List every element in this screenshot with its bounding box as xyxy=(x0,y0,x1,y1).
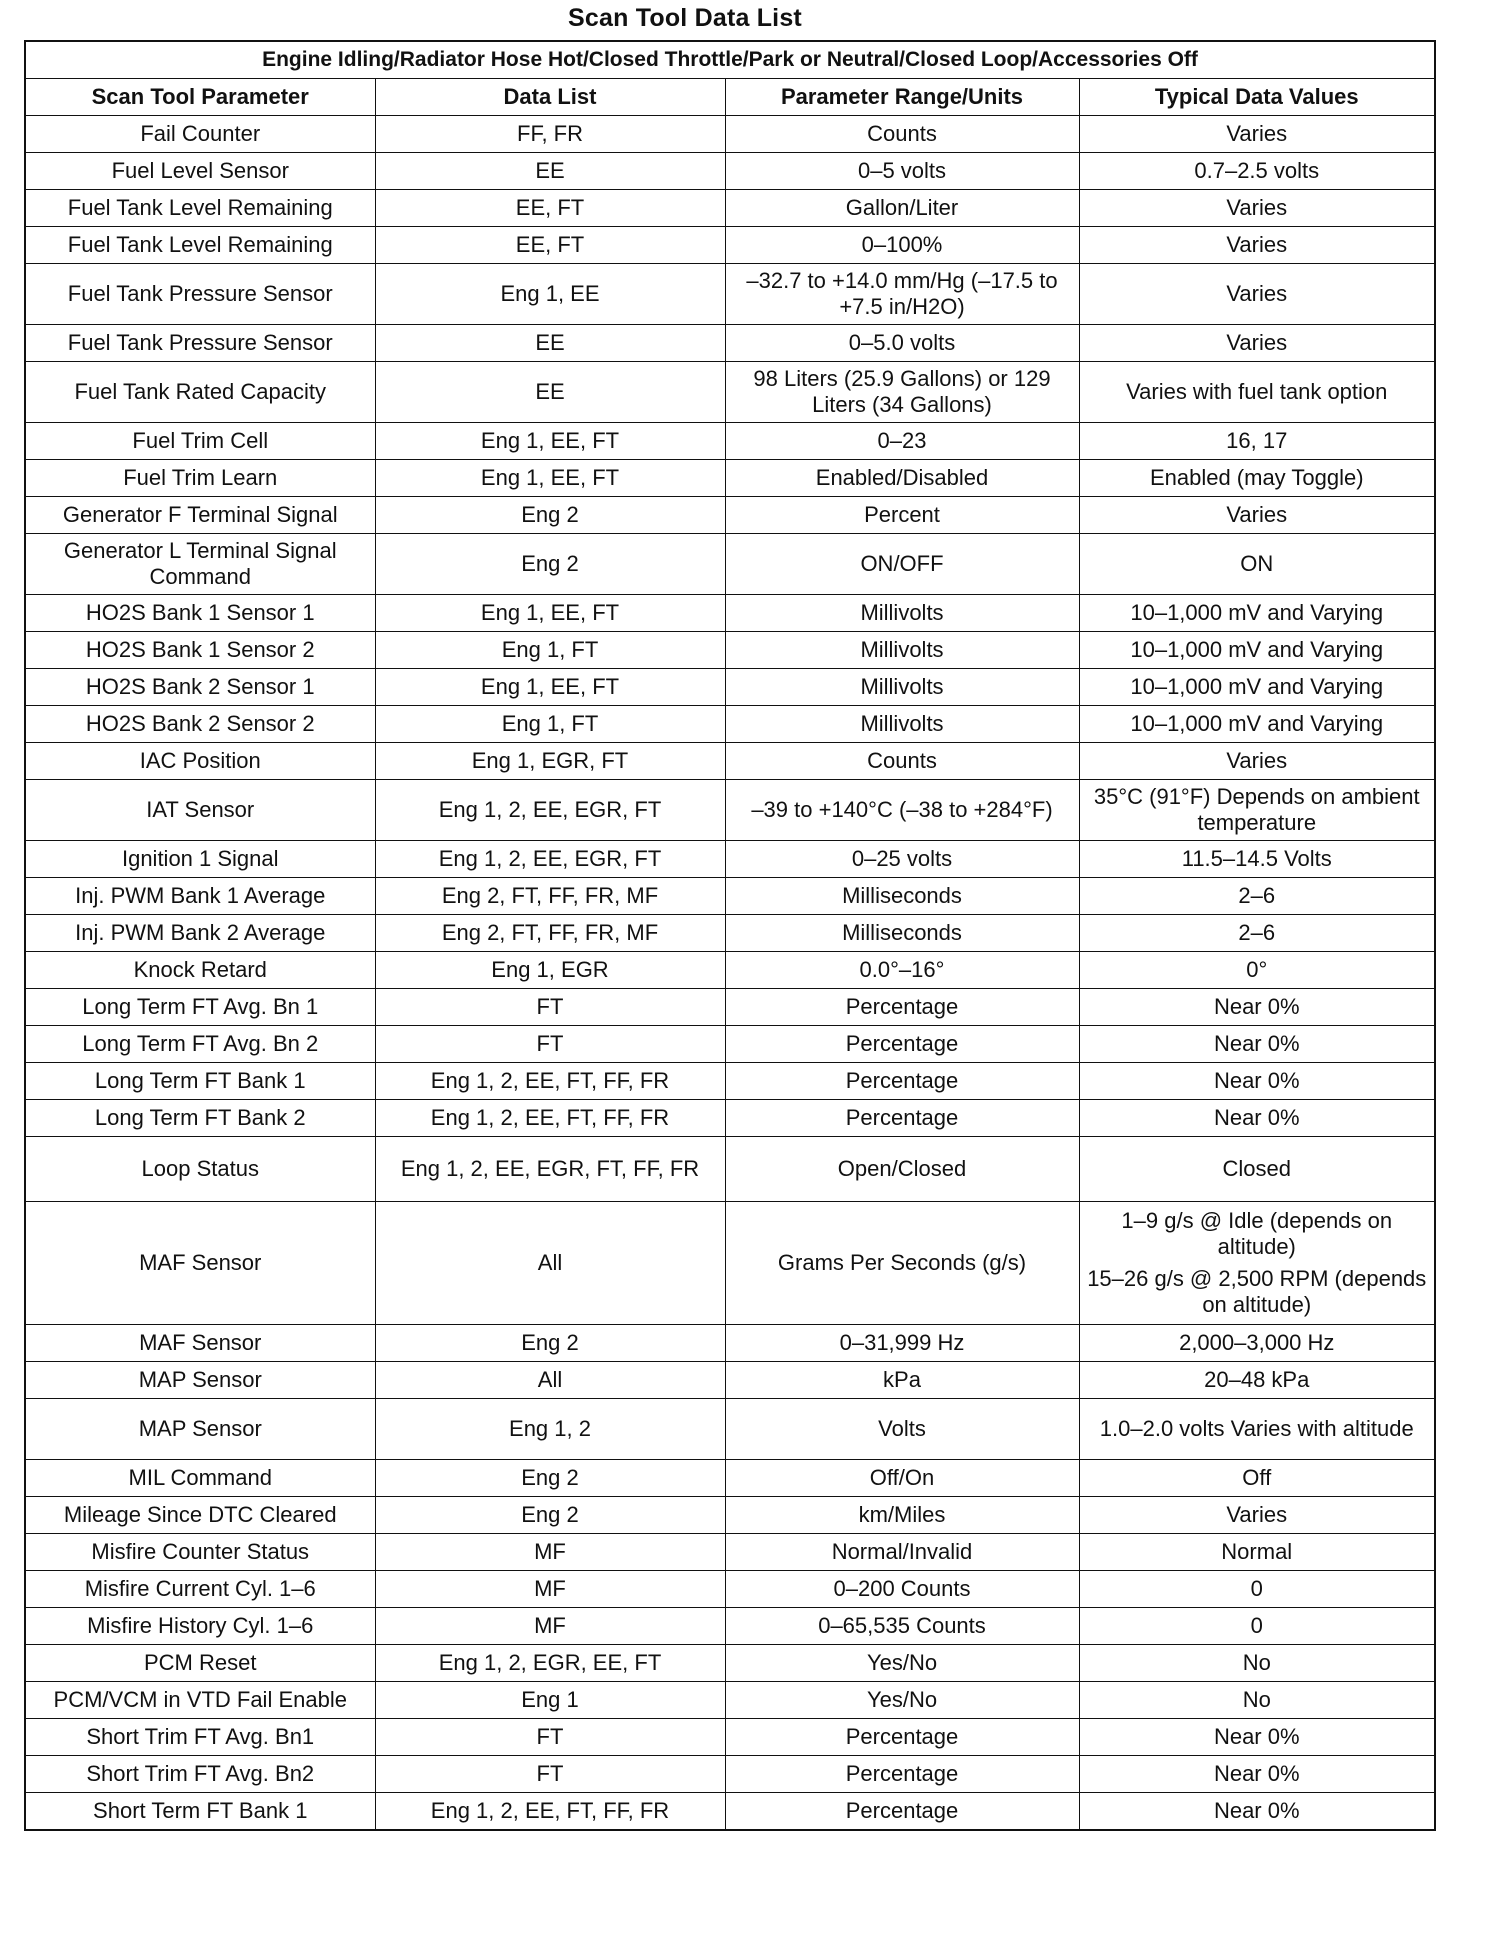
table-row xyxy=(25,116,1435,153)
range-cell: kPa xyxy=(725,1362,1079,1399)
table-row xyxy=(25,1100,1435,1137)
parameter-cell: HO2S Bank 1 Sensor 2 xyxy=(25,632,375,669)
typical-value-cell: 0.7–2.5 volts xyxy=(1079,153,1435,190)
table-row xyxy=(25,1534,1435,1571)
range-cell: 0–5 volts xyxy=(725,153,1079,190)
data-list-cell: FT xyxy=(375,1719,725,1756)
table-row xyxy=(25,1497,1435,1534)
table-row xyxy=(25,423,1435,460)
typical-value-cell: Near 0% xyxy=(1079,989,1435,1026)
typical-value-cell: Near 0% xyxy=(1079,1793,1435,1831)
typical-value-cell: Near 0% xyxy=(1079,1719,1435,1756)
table-row xyxy=(25,534,1435,595)
condition-row xyxy=(25,41,1435,79)
typical-value-cell: 0° xyxy=(1079,952,1435,989)
range-cell: –32.7 to +14.0 mm/Hg (–17.5 to +7.5 in/H2O) xyxy=(725,264,1079,325)
range-cell: Percentage xyxy=(725,1719,1079,1756)
data-list-cell: FT xyxy=(375,1026,725,1063)
typical-value-cell: Varies xyxy=(1079,116,1435,153)
parameter-cell: HO2S Bank 2 Sensor 1 xyxy=(25,669,375,706)
range-cell: Millivolts xyxy=(725,632,1079,669)
data-list-cell: Eng 1, 2, EGR, EE, FT xyxy=(375,1645,725,1682)
table-row xyxy=(25,1608,1435,1645)
parameter-cell: Misfire History Cyl. 1–6 xyxy=(25,1608,375,1645)
table-row xyxy=(25,1793,1435,1831)
table-row xyxy=(25,1571,1435,1608)
table-row xyxy=(25,669,1435,706)
range-cell: 0–5.0 volts xyxy=(725,325,1079,362)
table-row xyxy=(25,1202,1435,1325)
parameter-cell: Fuel Tank Level Remaining xyxy=(25,190,375,227)
table-row xyxy=(25,227,1435,264)
range-cell: Grams Per Seconds (g/s) xyxy=(725,1202,1079,1325)
range-cell: Enabled/Disabled xyxy=(725,460,1079,497)
range-cell: 0–25 volts xyxy=(725,841,1079,878)
data-list-cell: Eng 1, EE, FT xyxy=(375,460,725,497)
parameter-cell: Fuel Tank Pressure Sensor xyxy=(25,264,375,325)
range-cell: Millivolts xyxy=(725,669,1079,706)
typical-value-cell: 10–1,000 mV and Varying xyxy=(1079,632,1435,669)
data-list-cell: Eng 1 xyxy=(375,1682,725,1719)
range-cell: Percentage xyxy=(725,1756,1079,1793)
typical-value-cell: Varies xyxy=(1079,1497,1435,1534)
parameter-cell: Long Term FT Bank 2 xyxy=(25,1100,375,1137)
parameter-cell: Inj. PWM Bank 1 Average xyxy=(25,878,375,915)
typical-value-cell: 16, 17 xyxy=(1079,423,1435,460)
parameter-cell: Misfire Counter Status xyxy=(25,1534,375,1571)
typical-value-cell: 10–1,000 mV and Varying xyxy=(1079,669,1435,706)
table-row xyxy=(25,1362,1435,1399)
typical-value-cell: Varies xyxy=(1079,325,1435,362)
table-row xyxy=(25,1399,1435,1460)
table-row xyxy=(25,1137,1435,1202)
parameter-cell: MAF Sensor xyxy=(25,1325,375,1362)
parameter-cell: Fail Counter xyxy=(25,116,375,153)
data-list-cell: Eng 1, 2, EE, FT, FF, FR xyxy=(375,1063,725,1100)
typical-value-cell: Near 0% xyxy=(1079,1100,1435,1137)
parameter-cell: Long Term FT Avg. Bn 2 xyxy=(25,1026,375,1063)
typical-value-cell: 20–48 kPa xyxy=(1079,1362,1435,1399)
typical-value-cell: 0 xyxy=(1079,1608,1435,1645)
range-cell: ON/OFF xyxy=(725,534,1079,595)
range-cell: Gallon/Liter xyxy=(725,190,1079,227)
range-cell: 0–100% xyxy=(725,227,1079,264)
data-list-cell: Eng 1, EGR, FT xyxy=(375,743,725,780)
table-row xyxy=(25,1063,1435,1100)
range-cell: –39 to +140°C (–38 to +284°F) xyxy=(725,780,1079,841)
table-row xyxy=(25,1645,1435,1682)
header-typical-values: Typical Data Values xyxy=(1079,79,1435,116)
range-cell: Counts xyxy=(725,116,1079,153)
data-list-cell: Eng 2 xyxy=(375,534,725,595)
data-list-cell: Eng 2 xyxy=(375,1325,725,1362)
header-scan-tool-parameter: Scan Tool Parameter xyxy=(25,79,375,116)
parameter-cell: Long Term FT Bank 1 xyxy=(25,1063,375,1100)
data-list-cell: FF, FR xyxy=(375,116,725,153)
typical-value-cell: 2–6 xyxy=(1079,915,1435,952)
data-list-cell: EE xyxy=(375,325,725,362)
data-list-cell: Eng 1, 2, EE, EGR, FT xyxy=(375,780,725,841)
data-list-cell: EE, FT xyxy=(375,190,725,227)
data-list-cell: Eng 1, EE xyxy=(375,264,725,325)
data-list-cell: Eng 2 xyxy=(375,1460,725,1497)
typical-value-cell: 10–1,000 mV and Varying xyxy=(1079,706,1435,743)
typical-value-cell: Closed xyxy=(1079,1137,1435,1202)
typical-value-cell: Near 0% xyxy=(1079,1026,1435,1063)
parameter-cell: MAP Sensor xyxy=(25,1362,375,1399)
parameter-cell: Short Trim FT Avg. Bn1 xyxy=(25,1719,375,1756)
table-row xyxy=(25,878,1435,915)
data-list-cell: Eng 1, EE, FT xyxy=(375,669,725,706)
table-row xyxy=(25,952,1435,989)
table-row xyxy=(25,632,1435,669)
range-cell: Percent xyxy=(725,497,1079,534)
data-list-cell: Eng 2, FT, FF, FR, MF xyxy=(375,878,725,915)
data-list-cell: EE, FT xyxy=(375,227,725,264)
data-list-cell: Eng 1, EE, FT xyxy=(375,595,725,632)
typical-value-cell: Near 0% xyxy=(1079,1756,1435,1793)
data-list-cell: Eng 1, EGR xyxy=(375,952,725,989)
parameter-cell: Inj. PWM Bank 2 Average xyxy=(25,915,375,952)
table-row xyxy=(25,989,1435,1026)
data-list-cell: Eng 2 xyxy=(375,1497,725,1534)
range-cell: 0–23 xyxy=(725,423,1079,460)
page-title: Scan Tool Data List xyxy=(568,4,802,32)
table-row xyxy=(25,325,1435,362)
parameter-cell: Mileage Since DTC Cleared xyxy=(25,1497,375,1534)
typical-value-cell: 0 xyxy=(1079,1571,1435,1608)
parameter-cell: Ignition 1 Signal xyxy=(25,841,375,878)
range-cell: Millivolts xyxy=(725,706,1079,743)
data-list-cell: Eng 1, 2, EE, FT, FF, FR xyxy=(375,1100,725,1137)
data-list-cell: EE xyxy=(375,362,725,423)
parameter-cell: MAP Sensor xyxy=(25,1399,375,1460)
range-cell: Yes/No xyxy=(725,1645,1079,1682)
data-list-cell: Eng 1, 2, EE, EGR, FT, FF, FR xyxy=(375,1137,725,1202)
table-row xyxy=(25,1719,1435,1756)
parameter-cell: Generator F Terminal Signal xyxy=(25,497,375,534)
data-list-cell: EE xyxy=(375,153,725,190)
range-cell: Milliseconds xyxy=(725,915,1079,952)
range-cell: 0–200 Counts xyxy=(725,1571,1079,1608)
table-row xyxy=(25,915,1435,952)
typical-value-cell: 1.0–2.0 volts Varies with altitude xyxy=(1079,1399,1435,1460)
parameter-cell: MIL Command xyxy=(25,1460,375,1497)
typical-value-cell: ON xyxy=(1079,534,1435,595)
table-row xyxy=(25,264,1435,325)
table-row xyxy=(25,460,1435,497)
range-cell: Percentage xyxy=(725,1026,1079,1063)
data-list-cell: Eng 1, FT xyxy=(375,632,725,669)
typical-value-cell: 10–1,000 mV and Varying xyxy=(1079,595,1435,632)
parameter-cell: MAF Sensor xyxy=(25,1202,375,1325)
typical-value-line: 15–26 g/s @ 2,500 RPM (depends on altitude) xyxy=(1087,1266,1427,1317)
typical-value-cell: 35°C (91°F) Depends on ambient temperature xyxy=(1079,780,1435,841)
data-list-cell: FT xyxy=(375,989,725,1026)
typical-value-cell: Off xyxy=(1079,1460,1435,1497)
range-cell: 98 Liters (25.9 Gallons) or 129 Liters (34 Gallons) xyxy=(725,362,1079,423)
range-cell: Percentage xyxy=(725,1100,1079,1137)
header-data-list: Data List xyxy=(375,79,725,116)
typical-value-cell: Varies xyxy=(1079,743,1435,780)
parameter-cell: Fuel Trim Learn xyxy=(25,460,375,497)
parameter-cell: Fuel Tank Pressure Sensor xyxy=(25,325,375,362)
table-row xyxy=(25,841,1435,878)
parameter-cell: Generator L Terminal Signal Command xyxy=(25,534,375,595)
typical-value-cell xyxy=(1079,1202,1435,1325)
table-row xyxy=(25,1756,1435,1793)
range-cell: km/Miles xyxy=(725,1497,1079,1534)
data-list-cell: All xyxy=(375,1362,725,1399)
table-row xyxy=(25,1325,1435,1362)
data-list-cell: MF xyxy=(375,1571,725,1608)
header-parameter-range: Parameter Range/Units xyxy=(725,79,1079,116)
table-row xyxy=(25,780,1435,841)
typical-value-line: 1–9 g/s @ Idle (depends on altitude) xyxy=(1121,1208,1393,1259)
data-list-cell: Eng 2 xyxy=(375,497,725,534)
range-cell: Percentage xyxy=(725,1063,1079,1100)
table-row xyxy=(25,1026,1435,1063)
typical-value-cell: 2,000–3,000 Hz xyxy=(1079,1325,1435,1362)
parameter-cell: PCM/VCM in VTD Fail Enable xyxy=(25,1682,375,1719)
typical-value-cell: Varies with fuel tank option xyxy=(1079,362,1435,423)
data-list-cell: FT xyxy=(375,1756,725,1793)
parameter-cell: Fuel Level Sensor xyxy=(25,153,375,190)
parameter-cell: Loop Status xyxy=(25,1137,375,1202)
data-list-cell: Eng 2, FT, FF, FR, MF xyxy=(375,915,725,952)
range-cell: 0.0°–16° xyxy=(725,952,1079,989)
parameter-cell: IAC Position xyxy=(25,743,375,780)
range-cell: Percentage xyxy=(725,1793,1079,1831)
scan-tool-data-table xyxy=(24,40,1436,1831)
parameter-cell: Misfire Current Cyl. 1–6 xyxy=(25,1571,375,1608)
data-list-cell: All xyxy=(375,1202,725,1325)
data-list-cell: Eng 1, 2, EE, FT, FF, FR xyxy=(375,1793,725,1831)
typical-value-cell: Varies xyxy=(1079,227,1435,264)
range-cell: Millivolts xyxy=(725,595,1079,632)
typical-value-cell: Varies xyxy=(1079,264,1435,325)
table-row xyxy=(25,153,1435,190)
parameter-cell: Fuel Tank Rated Capacity xyxy=(25,362,375,423)
table-row xyxy=(25,595,1435,632)
range-cell: Volts xyxy=(725,1399,1079,1460)
data-list-cell: Eng 1, 2, EE, EGR, FT xyxy=(375,841,725,878)
range-cell: Open/Closed xyxy=(725,1137,1079,1202)
typical-value-cell: 11.5–14.5 Volts xyxy=(1079,841,1435,878)
range-cell: Yes/No xyxy=(725,1682,1079,1719)
table-row xyxy=(25,743,1435,780)
data-list-cell: MF xyxy=(375,1534,725,1571)
data-list-cell: Eng 1, 2 xyxy=(375,1399,725,1460)
data-list-cell: Eng 1, EE, FT xyxy=(375,423,725,460)
range-cell: Milliseconds xyxy=(725,878,1079,915)
parameter-cell: HO2S Bank 1 Sensor 1 xyxy=(25,595,375,632)
range-cell: Off/On xyxy=(725,1460,1079,1497)
parameter-cell: HO2S Bank 2 Sensor 2 xyxy=(25,706,375,743)
range-cell: Normal/Invalid xyxy=(725,1534,1079,1571)
data-list-cell: MF xyxy=(375,1608,725,1645)
table-row xyxy=(25,190,1435,227)
table-row xyxy=(25,706,1435,743)
typical-value-cell: Near 0% xyxy=(1079,1063,1435,1100)
typical-value-cell: Varies xyxy=(1079,497,1435,534)
typical-value-cell: Enabled (may Toggle) xyxy=(1079,460,1435,497)
table-row xyxy=(25,1682,1435,1719)
data-list-cell: Eng 1, FT xyxy=(375,706,725,743)
parameter-cell: IAT Sensor xyxy=(25,780,375,841)
parameter-cell: Short Trim FT Avg. Bn2 xyxy=(25,1756,375,1793)
range-cell: Counts xyxy=(725,743,1079,780)
operating-condition: Engine Idling/Radiator Hose Hot/Closed Throttle/Park or Neutral/Closed Loop/Accessories Off xyxy=(25,41,1435,79)
parameter-cell: Knock Retard xyxy=(25,952,375,989)
typical-value-cell: No xyxy=(1079,1645,1435,1682)
typical-value-cell: Normal xyxy=(1079,1534,1435,1571)
typical-value-cell: 2–6 xyxy=(1079,878,1435,915)
typical-value-cell: No xyxy=(1079,1682,1435,1719)
range-cell: 0–65,535 Counts xyxy=(725,1608,1079,1645)
range-cell: Percentage xyxy=(725,989,1079,1026)
parameter-cell: Fuel Trim Cell xyxy=(25,423,375,460)
table-row xyxy=(25,497,1435,534)
table-row xyxy=(25,1460,1435,1497)
parameter-cell: Long Term FT Avg. Bn 1 xyxy=(25,989,375,1026)
parameter-cell: Fuel Tank Level Remaining xyxy=(25,227,375,264)
header-row xyxy=(25,79,1435,116)
parameter-cell: PCM Reset xyxy=(25,1645,375,1682)
range-cell: 0–31,999 Hz xyxy=(725,1325,1079,1362)
table-row xyxy=(25,362,1435,423)
parameter-cell: Short Term FT Bank 1 xyxy=(25,1793,375,1831)
typical-value-cell: Varies xyxy=(1079,190,1435,227)
